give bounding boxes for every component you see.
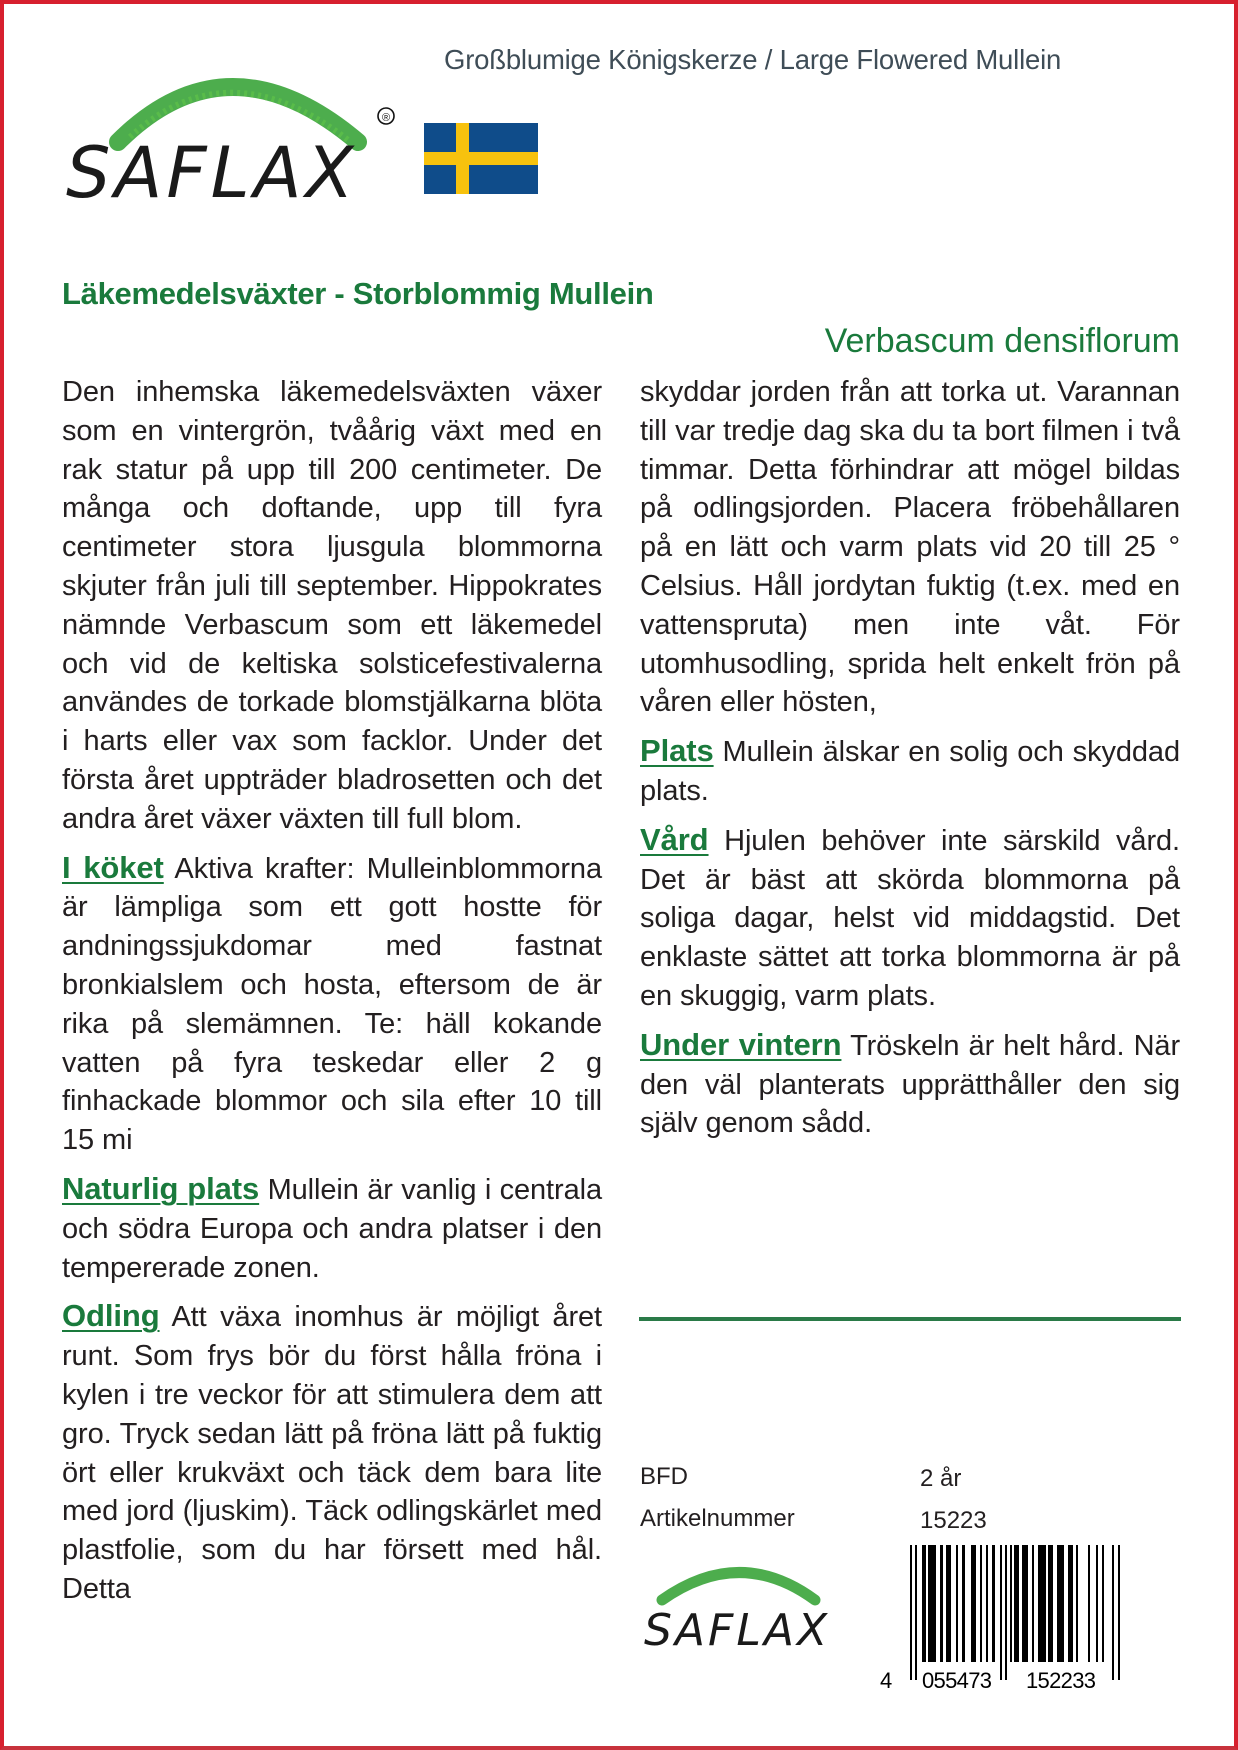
section-text: Att växa inomhus är möjligt året runt. Som frys bör du först hålla fröna i kylen i tre veckor för att stimulera dem att gro. Tryck sedan lätt på fröna lätt på fuktig ört eller krukväxt och täck dem bara lite med jord (ljuskim). Täck odlingskärlet med plastfolie, som du har försett med hål. Detta — [62, 1301, 602, 1605]
saflax-logo-small — [640, 1545, 850, 1655]
section-text: Tröskeln är helt hård. När den väl planterats upprätthåller den sig själv genom sådd. — [640, 1029, 1181, 1140]
page-title: Läkemedelsväxter - Storblommig Mullein — [62, 276, 654, 311]
intro-paragraph: Den inhemska läkemedelsväxten växer som en vintergrön, tvåårig växt med en rak statur på upp till 200 centimeter. De många och doftande, upp till fyra centimeter stora ljusgula blommorna skjuter från juli till september. Hippokrates nämnde Verbascum som ett läkemedel och vid de keltiska solsticefestivalerna användes de torkade blomstjälkarna blöta i harts eller vax som facklor. Under det första året uppträder bladrosetten och det andra året växer växten till full blom. — [62, 376, 602, 835]
right-column — [640, 373, 1180, 1153]
article-number-value: 15223 — [920, 1507, 987, 1534]
continuation-paragraph: skyddar jorden från att torka ut. Varannan till var tredje dag ska du ta bort filmen i två timmar. Detta förhindrar att mögel bildas på odlingsjorden. Placera fröbehållaren på en lätt och varm plats vid 20 till 25 ° Celsius. Håll jordytan fuktig (t.ex. med en vattenspruta) men inte våt. För utomhusodling, sprida helt enkelt frön på våren eller hösten, — [640, 376, 1180, 719]
section-heading: Naturlig plats — [62, 1170, 260, 1206]
article-number-label: Artikelnummer — [640, 1505, 795, 1532]
section-winter — [640, 1026, 1180, 1143]
section-location — [640, 732, 1180, 811]
section-text: Mullein älskar en solig och skyddad plats. — [640, 736, 1180, 807]
botanical-name: Verbascum densiflorum — [824, 322, 1180, 360]
brand-wordmark: SAFLAX — [66, 132, 358, 207]
section-text: Hjulen behöver inte särskild vård. Det är bäst att skörda blommorna på soliga dagar, helst vid middagstid. Det enklaste sättet att torka blommorna är på en skuggig, varm plats. — [640, 824, 1180, 1012]
bfd-label: BFD — [640, 1463, 688, 1490]
ean-barcode — [880, 1545, 1182, 1690]
section-heading: Vård — [640, 821, 709, 857]
section-cultivation — [62, 1297, 602, 1608]
section-heading: Plats — [640, 733, 714, 769]
bfd-value: 2 år — [920, 1465, 962, 1492]
section-heading: Under vintern — [640, 1026, 842, 1062]
section-heading: I köket — [62, 849, 164, 885]
sweden-flag-icon — [424, 123, 538, 194]
section-text: Aktiva krafter: Mulleinblommorna är lämpliga som ett gott hostte för andningssjukdomar med fastnat bronkialslem och hosta, eftersom de är rika på slemämnen. Te: häll kokande vatten på fyra teskedar eller 2 g finhackade blommor och sila efter 10 till 15 mi — [62, 852, 602, 1157]
registered-mark: ® — [382, 112, 391, 124]
barcode-first-digit: 4 — [880, 1668, 893, 1690]
saflax-logo — [58, 42, 408, 207]
product-name-header: Großblumige Königskerze / Large Flowered Mullein — [444, 44, 1062, 75]
section-heading: Odling — [62, 1298, 160, 1334]
barcode-right-digits: 152233 — [1026, 1668, 1096, 1690]
section-kitchen — [62, 849, 602, 1160]
left-column — [62, 373, 602, 1619]
section-text: Mullein är vanlig i centrala och södra Europa och andra platser i den tempererade zonen. — [62, 1173, 602, 1284]
section-natural-habitat — [62, 1170, 602, 1287]
barcode-left-digits: 055473 — [922, 1668, 992, 1690]
divider — [639, 1317, 1181, 1321]
brand-wordmark: SAFLAX — [644, 1605, 831, 1655]
section-care — [640, 821, 1180, 1016]
